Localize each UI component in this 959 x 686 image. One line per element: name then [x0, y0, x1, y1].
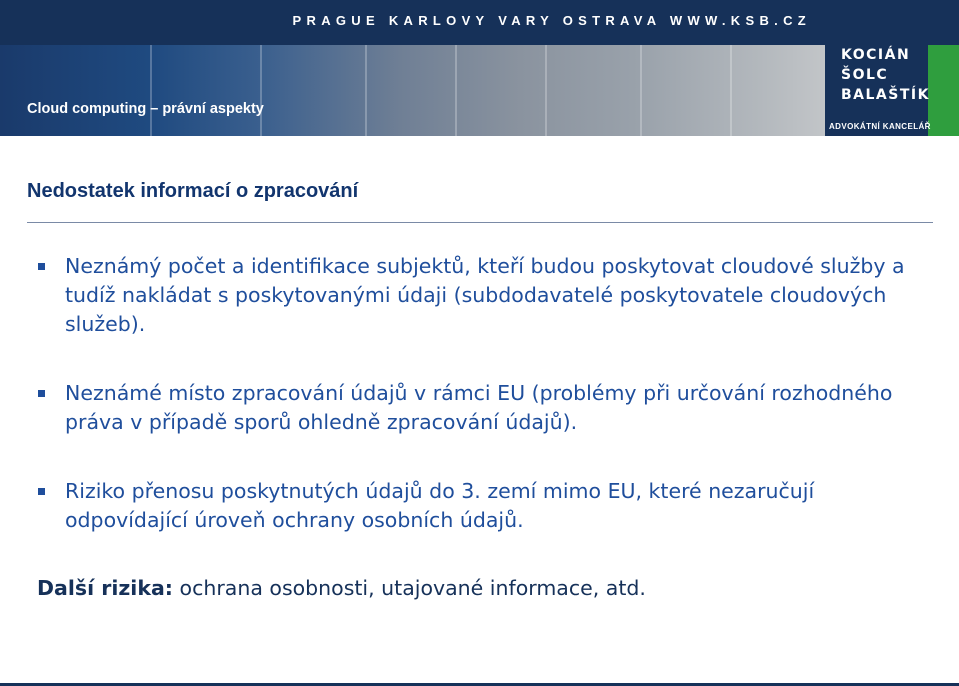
square-bullet-icon	[38, 263, 45, 270]
logo-line-1: KOCIÁN	[841, 47, 911, 63]
banner-stripe	[365, 45, 367, 136]
logo-subtitle: ADVOKÁTNÍ KANCELÁŘ	[829, 122, 931, 131]
square-bullet-icon	[38, 488, 45, 495]
banner-stripe	[545, 45, 547, 136]
other-risks-label: Další rizika:	[37, 576, 174, 600]
bullet-text: Riziko přenosu poskytnutých údajů do 3. zemí mimo EU, které nezaručují odpovídající úroveň ochrany osobních údajů.	[65, 479, 815, 532]
other-risks	[37, 576, 646, 600]
logo-green-bar	[928, 45, 959, 136]
header-banner	[0, 45, 825, 136]
banner-stripe	[730, 45, 732, 136]
heading-divider	[27, 222, 933, 223]
offices-and-website: PRAGUE KARLOVY VARY OSTRAVA WWW.KSB.CZ	[292, 13, 811, 28]
other-risks-text: ochrana osobnosti, utajované informace, atd.	[173, 576, 646, 600]
bullet-item	[65, 252, 935, 339]
presentation-title: Cloud computing – právní aspekty	[27, 101, 264, 117]
banner-stripe	[150, 45, 152, 136]
banner-stripe	[640, 45, 642, 136]
top-bar	[0, 0, 825, 45]
logo-line-3: BALAŠTÍK	[841, 87, 930, 103]
firm-logo	[825, 0, 959, 136]
bullet-text: Neznámé místo zpracování údajů v rámci EU (problémy při určování rozhodného práva v případě sporů ohledně zpracování údajů).	[65, 381, 893, 434]
bullet-item	[65, 477, 935, 535]
bullet-item	[65, 379, 935, 437]
logo-line-2: ŠOLC	[841, 67, 889, 83]
bullet-text: Neznámý počet a identifikace subjektů, kteří budou poskytovat cloudové služby a tudíž nakládat s poskytovanými údaji (subdodavatelé poskytovatele cloudových služeb).	[65, 254, 905, 336]
banner-stripe	[260, 45, 262, 136]
square-bullet-icon	[38, 390, 45, 397]
banner-stripe	[455, 45, 457, 136]
slide-heading: Nedostatek informací o zpracování	[27, 180, 359, 202]
